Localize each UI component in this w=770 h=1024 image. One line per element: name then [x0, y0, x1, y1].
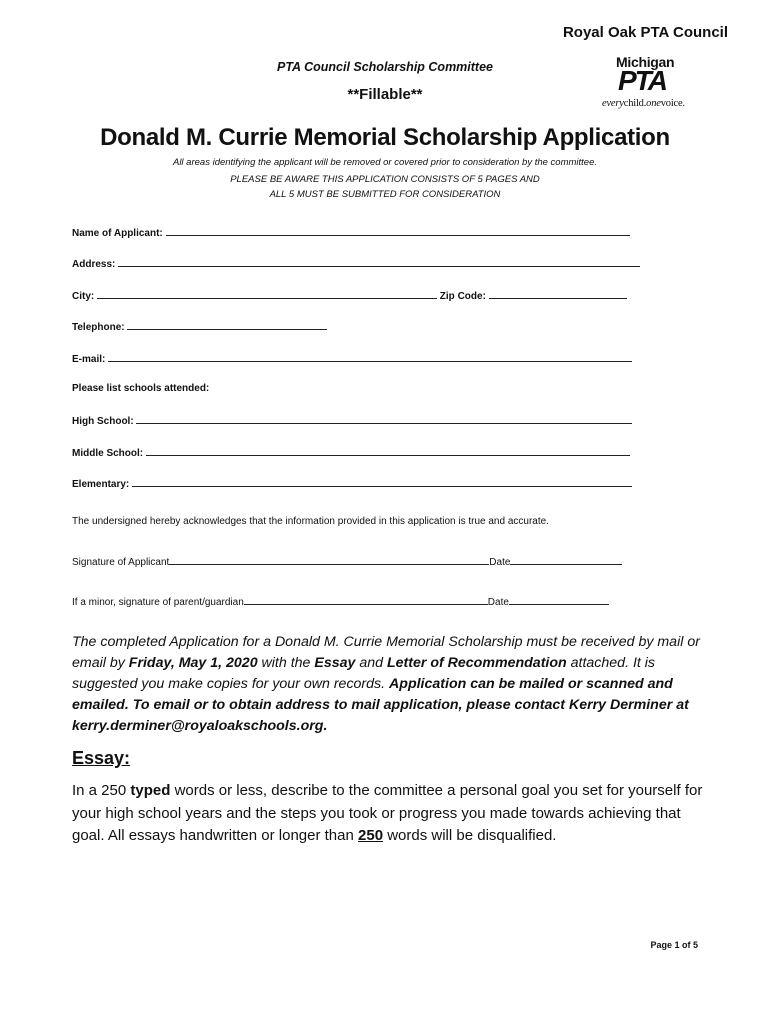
submission-instructions: The completed Application for a Donald M. Currie Memorial Scholarship must be received by mail or email by Friday, May 1, 2020 with the Essay and Letter of Recommendation attached. It is suggested you make copies for your own records. Application can be mailed or scanned and emailed. To email or to obtain address to mail application, please contact Kerry Derminer at kerry.derminer@royaloakschools.org. [72, 634, 700, 734]
acknowledgement-text: The undersigned hereby acknowledges that the information provided in this application is true and accurate. [72, 516, 549, 527]
logo-michigan: Michigan [616, 54, 675, 70]
schools-heading-row [72, 383, 209, 394]
zip-label: Zip Code: [439, 291, 486, 302]
email-field[interactable] [108, 352, 632, 362]
high-school-row [72, 414, 632, 427]
telephone-field[interactable] [127, 320, 327, 330]
city-label: City: [72, 291, 95, 302]
address-row [72, 257, 640, 270]
elementary-row [72, 477, 632, 490]
high-school-label: High School: [72, 416, 134, 427]
city-row [72, 289, 627, 302]
telephone-row [72, 320, 327, 333]
fillable-label: **Fillable** [347, 86, 423, 103]
schools-heading: Please list schools attended: [72, 383, 210, 394]
signature-guardian-row [72, 595, 609, 608]
high-school-field[interactable] [136, 414, 632, 424]
email-row [72, 352, 632, 365]
zip-field[interactable] [489, 289, 627, 299]
signature-applicant-row [72, 555, 622, 568]
email-label: E-mail: [72, 354, 106, 365]
signature-applicant-field[interactable] [169, 555, 489, 565]
essay-heading: Essay: [72, 748, 131, 768]
name-label: Name of Applicant: [72, 228, 163, 239]
note-pages: PLEASE BE AWARE THIS APPLICATION CONSISTS OF 5 PAGES AND [230, 174, 540, 185]
name-field[interactable] [166, 226, 630, 236]
guardian-date-field[interactable] [509, 595, 609, 605]
page-number: Page 1 of 5 [650, 940, 698, 950]
note-identifying: All areas identifying the applicant will be removed or covered prior to consideration by the committee. [172, 157, 598, 168]
elementary-field[interactable] [132, 477, 632, 487]
elementary-label: Elementary: [72, 479, 130, 490]
logo-pta: PTA [618, 65, 666, 96]
name-row [72, 226, 630, 239]
essay-instructions: In a 250 typed words or less, describe to the committee a personal goal you set for yourself for your high school years and the steps you took or progress you made towards achieving that goal. All essays handwritten or longer than 250 words will be disqualified. [72, 782, 703, 844]
signature-date-field[interactable] [510, 555, 622, 565]
signature-applicant-label: Signature of Applicant [72, 557, 170, 568]
middle-school-field[interactable] [146, 446, 630, 456]
guardian-date-label: Date [487, 597, 509, 608]
page-title: Donald M. Currie Memorial Scholarship Application [100, 124, 670, 151]
signature-guardian-field[interactable] [244, 595, 488, 605]
address-label: Address: [72, 259, 116, 270]
signature-date-label: Date [489, 557, 511, 568]
telephone-label: Telephone: [72, 322, 125, 333]
middle-school-label: Middle School: [72, 448, 144, 459]
michigan-pta-logo [600, 52, 700, 114]
middle-school-row [72, 446, 630, 459]
note-submit: ALL 5 MUST BE SUBMITTED FOR CONSIDERATION [269, 189, 501, 200]
signature-guardian-label: If a minor, signature of parent/guardian [72, 597, 244, 608]
address-field[interactable] [118, 257, 640, 267]
logo-tagline: everychild.onevoice. [602, 98, 685, 109]
council-name: Royal Oak PTA Council [562, 24, 728, 41]
committee-name: PTA Council Scholarship Committee [277, 60, 493, 74]
city-field[interactable] [97, 289, 437, 299]
